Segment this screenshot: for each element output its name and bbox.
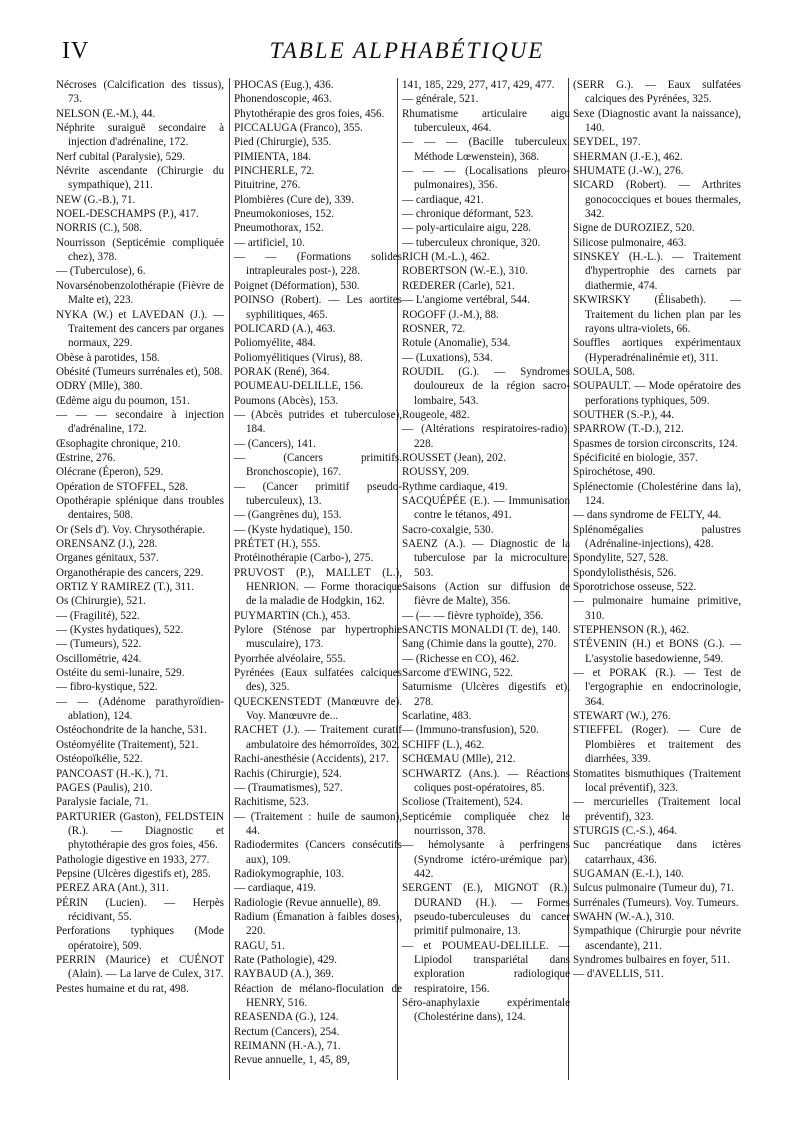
index-entry: — (Luxations), 534. bbox=[402, 351, 493, 364]
index-entry: — — — (Localisations pleuro-pulmonaires), 356. bbox=[402, 165, 570, 192]
index-entry: STURGIS (C.-S.), 464. bbox=[573, 824, 678, 837]
index-entry: Oscillométrie, 424. bbox=[56, 652, 142, 665]
index-entry: Ostéochondrite de la hanche, 531. bbox=[56, 724, 207, 737]
index-entry: SCHŒMAU (Mlle), 212. bbox=[402, 753, 516, 766]
index-entry: — tuberculeux chronique, 320. bbox=[402, 236, 541, 249]
index-entry: SKWIRSKY (Élisabeth). — Traitement du lichen plan par les rayons ultra-violets, 66. bbox=[573, 294, 741, 335]
index-entry: — — — (Bacille tuberculeux. Méthode Lœwenstein), 368. bbox=[402, 136, 570, 163]
index-entry: Scarlatine, 483. bbox=[402, 710, 472, 723]
index-entry: SICARD (Robert). — Arthrites gonococciques et boues thermales, 342. bbox=[573, 179, 741, 221]
index-entry: — (Kystes hydatiques), 522. bbox=[56, 624, 184, 637]
index-entry: Opération de STOFFEL, 528. bbox=[56, 480, 188, 493]
index-entry: — mercurielles (Traitement local préventif), 323. bbox=[573, 796, 741, 823]
index-entry: PERRIN (Maurice) et CUÉNOT (Alain). — La larve de Culex, 317. bbox=[56, 953, 224, 981]
index-entry: Souffles aortiques expérimentaux (Hyperadrénalinémie et), 311. bbox=[573, 337, 741, 364]
index-entry: Spécificité en biologie, 357. bbox=[573, 451, 698, 464]
index-entry: — (Altérations respiratoires-radio), 228. bbox=[402, 423, 570, 450]
index-entry: Sexe (Diagnostic avant la naissance), 140. bbox=[573, 107, 741, 135]
index-entry: SCHWARTZ (Ans.). — Réactions coliques post-opératoires, 85. bbox=[402, 767, 570, 794]
index-column-3 bbox=[402, 78, 570, 1025]
index-entry: — générale, 521. bbox=[402, 93, 479, 106]
index-entry: PUYMARTIN (Ch.), 453. bbox=[234, 609, 351, 622]
index-entry: SANCTIS MONALDI (T. de), 140. bbox=[402, 624, 561, 637]
index-entry: Pestes humaine et du rat, 498. bbox=[56, 982, 189, 995]
index-entry: Signe de DUROZIEZ, 520. bbox=[573, 222, 695, 235]
index-entry: Septicémie compliquée chez le nourrisson, 378. bbox=[402, 810, 570, 837]
index-entry: NEW (G.-B.), 71. bbox=[56, 193, 136, 206]
index-entry: Radiokymographie, 103. bbox=[234, 867, 344, 880]
index-entry: Spondylite, 527, 528. bbox=[573, 552, 669, 565]
index-entry: SAENZ (A.). — Diagnostic de la tuberculose par la microculture, 503. bbox=[402, 538, 570, 579]
index-entry: RICH (M.-L.), 462. bbox=[402, 251, 490, 264]
index-entry: — (Abcès putrides et tuberculose), 184. bbox=[234, 408, 402, 436]
index-entry: (SERR G.). — Eaux sulfatées calciques des Pyrénées, 325. bbox=[573, 79, 741, 106]
index-entry: Réaction de mélano-floculation de HENRY, 516. bbox=[234, 982, 402, 1009]
index-column-1 bbox=[56, 78, 224, 996]
index-entry: PRÉTET (H.), 555. bbox=[234, 538, 321, 550]
index-entry: Sacro-coxalgie, 530. bbox=[402, 523, 494, 536]
index-entry: Rate (Pathologie), 429. bbox=[234, 953, 337, 966]
index-entry: ROUDIL (G.). — Syndromes douloureux de la région sacro-lombaire, 543. bbox=[402, 365, 570, 407]
index-entry: SEYDEL, 197. bbox=[573, 136, 641, 149]
index-entry: Saisons (Action sur diffusion de fièvre de Malte), 356. bbox=[402, 581, 570, 608]
index-entry: QUECKENSTEDT (Manœuvre de). Voy. Manœuvre de... bbox=[234, 695, 402, 723]
index-entry: — (Fragilité), 522. bbox=[56, 609, 140, 622]
index-entry: Organes génitaux, 537. bbox=[56, 552, 159, 565]
index-entry: — (Traumatismes), 527. bbox=[234, 781, 343, 794]
index-entry: Organothérapie des cancers, 229. bbox=[56, 566, 204, 579]
index-entry: PANCOAST (H.-K.), 71. bbox=[56, 767, 169, 780]
index-entry: Pylore (Sténose par hypertrophie musculaire), 173. bbox=[234, 624, 402, 651]
index-entry: Pneumothorax, 152. bbox=[234, 222, 324, 235]
index-entry: Pathologie digestive en 1933, 277. bbox=[56, 853, 210, 866]
index-entry: STÉVENIN (H.) et BONS (G.). — L'asystolie basedowienne, 549. bbox=[573, 638, 741, 665]
page-number: IV bbox=[62, 38, 90, 64]
index-entry: Rectum (Cancers), 254. bbox=[234, 1025, 340, 1038]
index-entry: Rythme cardiaque, 419. bbox=[402, 480, 508, 493]
index-entry: Paralysie faciale, 71. bbox=[56, 796, 149, 809]
index-entry: ROBERTSON (W.-E.), 310. bbox=[402, 265, 528, 278]
index-entry: Ostéomyélite (Traitement), 521. bbox=[56, 738, 199, 751]
index-entry: Olécrane (Éperon), 529. bbox=[56, 466, 164, 479]
index-entry: ROUSSET (Jean), 202. bbox=[402, 451, 506, 464]
index-entry: Surrénales (Tumeurs). Voy. Tumeurs. bbox=[573, 896, 739, 909]
index-entry: PICCALUGA (Franco), 355. bbox=[234, 122, 363, 135]
index-entry: Phytothérapie des gros foies, 456. bbox=[234, 107, 385, 120]
index-entry: Perforations typhiques (Mode opératoire), 509. bbox=[56, 925, 224, 952]
index-entry: Poliomyélite, 484. bbox=[234, 337, 316, 350]
index-entry: Pituitrine, 276. bbox=[234, 179, 301, 192]
index-entry: — (Gangrènes du), 153. bbox=[234, 509, 342, 522]
index-entry: Sang (Chimie dans la goutte), 270. bbox=[402, 638, 557, 651]
index-entry: Pneumokonioses, 152. bbox=[234, 208, 335, 221]
index-entry: Œsophagite chronique, 210. bbox=[56, 437, 181, 450]
index-entry: Spondylolisthésis, 526. bbox=[573, 566, 677, 579]
index-entry: PINCHERLE, 72. bbox=[234, 165, 315, 178]
index-entry: — — — secondaire à injection d'adrénaline, 172. bbox=[56, 408, 224, 436]
index-entry: Stomatites bismuthiques (Traitement local préventif), 323. bbox=[573, 767, 741, 794]
page-header bbox=[62, 38, 752, 78]
index-entry: — (— — fièvre typhoïde), 356. bbox=[402, 609, 544, 622]
index-entry: Rotule (Anomalie), 534. bbox=[402, 337, 511, 350]
index-entry: Silicose pulmonaire, 463. bbox=[573, 236, 687, 249]
index-entry: Rachitisme, 523. bbox=[234, 796, 309, 809]
index-entry: Os (Chirurgie), 521. bbox=[56, 595, 146, 608]
index-entry: Rachi-anesthésie (Accidents), 217. bbox=[234, 753, 389, 766]
index-entry: SINSKEY (H.-L.). — Traitement d'hypertrophie des carnets par diathermie, 474. bbox=[573, 251, 741, 292]
index-entry: Pyrénées (Eaux sulfatées calciques des), 325. bbox=[234, 667, 402, 694]
index-entry: Suc pancréatique dans ictères catarrhaux, 436. bbox=[573, 839, 741, 866]
index-entry: Pied (Chirurgie), 535. bbox=[234, 136, 332, 149]
index-entry: PEREZ ARA (Ant.), 311. bbox=[56, 882, 169, 895]
index-entry: Pepsine (Ulcères digestifs et), 285. bbox=[56, 867, 211, 880]
index-entry: Névrite ascendante (Chirurgie du sympathique), 211. bbox=[56, 165, 224, 192]
index-entry: RACHET (J.). — Traitement curatif ambulatoire des hémorroïdes, 302. bbox=[234, 724, 402, 751]
index-entry: SOUPAULT. — Mode opératoire des perforations typhiques, 509. bbox=[573, 380, 741, 407]
index-entry: REIMANN (H.-A.), 71. bbox=[234, 1040, 341, 1053]
index-entry: ROSNER, 72. bbox=[402, 322, 466, 335]
index-entry: NYKA (W.) et LAVEDAN (J.). — Traitement des cancers par organes normaux, 229. bbox=[56, 308, 224, 350]
index-entry: NELSON (E.-M.), 44. bbox=[56, 107, 156, 120]
index-entry: Néphrite suraiguë secondaire à injection d'adrénaline, 172. bbox=[56, 122, 224, 149]
index-entry: Nécroses (Calcification des tissus), 73. bbox=[56, 79, 224, 106]
index-entry: Obèse à parotides, 158. bbox=[56, 351, 160, 364]
index-entry: — d'AVELLIS, 511. bbox=[573, 968, 664, 981]
index-entry: Revue annuelle, 1, 45, 89, bbox=[234, 1054, 350, 1067]
index-entry: Obésité (Tumeurs surrénales et), 508. bbox=[56, 365, 223, 378]
index-entry: — cardiaque, 419. bbox=[234, 882, 316, 895]
index-entry: PARTURIER (Gaston), FELDSTEIN (R.). — Diagnostic et phytothérapie des gros foies, 456. bbox=[56, 810, 224, 852]
index-entry: ROGOFF (J.-M.), 88. bbox=[402, 308, 499, 321]
index-entry: Splénomégalies palustres (Adrénaline-injections), 428. bbox=[573, 523, 741, 550]
index-entry: Novarsénobenzolothérapie (Fièvre de Malte et), 223. bbox=[56, 279, 224, 307]
column-divider bbox=[229, 78, 230, 1080]
index-entry: — (Kyste hydatique), 150. bbox=[234, 523, 353, 536]
index-entry: SPARROW (T.-D.), 212. bbox=[573, 423, 684, 436]
index-entry: — (Tuberculose), 6. bbox=[56, 265, 146, 278]
index-entry: Phonendoscopie, 463. bbox=[234, 93, 332, 106]
index-entry: Scoliose (Traitement), 524. bbox=[402, 796, 523, 809]
index-entry: Syndromes bulbaires en foyer, 511. bbox=[573, 953, 730, 966]
index-entry: — cardiaque, 421. bbox=[402, 193, 484, 206]
index-entry: Sympathique (Chirurgie pour névrite ascendante), 211. bbox=[573, 925, 741, 952]
index-entry: SOUTHER (S.-P.), 44. bbox=[573, 408, 675, 421]
index-entry: NORRIS (C.), 508. bbox=[56, 222, 142, 235]
index-entry: RŒDERER (Carle), 521. bbox=[402, 279, 515, 292]
index-entry: Radium (Émanation à faibles doses), 220. bbox=[234, 910, 402, 938]
page-title: TABLE ALPHABÉTIQUE bbox=[269, 38, 545, 63]
index-entry: PAGES (Paulis), 210. bbox=[56, 781, 153, 794]
index-entry: REASENDA (G.), 124. bbox=[234, 1011, 339, 1024]
index-entry: Protéinothérapie (Carbo-), 275. bbox=[234, 552, 374, 565]
index-entry: — et POUMEAU-DELILLE. — Lipiodol transpariétal dans exploration radiologique respiratoire, 156. bbox=[402, 939, 570, 995]
index-entry: Œstrine, 276. bbox=[56, 451, 116, 464]
index-entry: Pyorrhée alvéolaire, 555. bbox=[234, 652, 346, 665]
index-entry: PHOCAS (Eug.), 436. bbox=[234, 79, 334, 91]
index-entry: Spirochétose, 490. bbox=[573, 466, 656, 479]
index-entry: — pulmonaire humaine primitive, 310. bbox=[573, 595, 741, 622]
index-entry: — et PORAK (R.). — Test de l'ergographie en endocrinologie, 364. bbox=[573, 667, 741, 708]
index-entry: STEWART (W.), 276. bbox=[573, 710, 671, 723]
index-entry: — (Richesse en CO), 462. bbox=[402, 652, 520, 665]
index-entry: Radiodermites (Cancers consécutifs aux), 109. bbox=[234, 839, 402, 866]
index-entry: Œdème aigu du poumon, 151. bbox=[56, 394, 190, 407]
index-entry: — poly-articulaire aigu, 228. bbox=[402, 222, 532, 235]
index-entry: ODRY (Mlle), 380. bbox=[56, 380, 143, 393]
index-entry: Ostéopoïkélie, 522. bbox=[56, 753, 143, 766]
index-entry: PIMIENTA, 184. bbox=[234, 150, 312, 163]
index-entry: SUGAMAN (E.-I.), 140. bbox=[573, 867, 684, 880]
index-entry: Sarcome d'EWING, 522. bbox=[402, 667, 514, 680]
index-entry: Or (Sels d'). Voy. Chrysothérapie. bbox=[56, 523, 206, 536]
index-entry: SWAHN (W.-A.), 310. bbox=[573, 910, 675, 923]
index-entry: ROUSSY, 209. bbox=[402, 466, 470, 479]
index-entry: SHUMATE (J.-W.), 276. bbox=[573, 165, 684, 178]
index-entry: Spasmes de torsion circonscrits, 124. bbox=[573, 437, 738, 450]
index-entry: — dans syndrome de FELTY, 44. bbox=[573, 509, 722, 522]
index-entry: Nerf cubital (Paralysie), 529. bbox=[56, 150, 186, 163]
index-entry: — fibro-kystique, 522. bbox=[56, 681, 158, 694]
index-entry: SHERMAN (J.-E.), 462. bbox=[573, 150, 683, 163]
index-entry: PORAK (René), 364. bbox=[234, 365, 330, 378]
index-entry: — (Traitement : huile de saumon), 44. bbox=[234, 810, 402, 837]
index-entry: — — (Formations solides intrapleurales post-), 228. bbox=[234, 251, 402, 278]
index-entry: Poumons (Abcès), 153. bbox=[234, 394, 339, 407]
index-entry: — L'angiome vertébral, 544. bbox=[402, 294, 530, 307]
index-entry: Ostéite du semi-lunaire, 529. bbox=[56, 667, 185, 680]
index-entry: Plombières (Cure de), 339. bbox=[234, 193, 354, 206]
index-entry: POLICARD (A.), 463. bbox=[234, 322, 336, 335]
index-entry: Saturnisme (Ulcères digestifs et), 278. bbox=[402, 681, 570, 708]
index-entry: Radiologie (Revue annuelle), 89. bbox=[234, 896, 381, 909]
index-entry: STEPHENSON (R.), 462. bbox=[573, 624, 690, 637]
index-entry: — (Immuno-transfusion), 520. bbox=[402, 724, 539, 737]
index-entry: Poignet (Déformation), 530. bbox=[234, 279, 360, 292]
index-entry: — — (Adénome parathyroïdien-ablation), 124. bbox=[56, 695, 224, 723]
index-entry: SERGENT (E.), MIGNOT (R.), DURAND (H.). — Formes pseudo-tuberculeuses du cancer primitif pulmonaire, 13. bbox=[402, 882, 570, 938]
index-entry: NOEL-DESCHAMPS (P.), 417. bbox=[56, 208, 199, 221]
index-entry: RAGU, 51. bbox=[234, 939, 285, 952]
index-entry: Rachis (Chirurgie), 524. bbox=[234, 767, 342, 780]
index-entry: — artificiel, 10. bbox=[234, 236, 305, 249]
index-entry: Rougeole, 482. bbox=[402, 408, 470, 421]
index-entry: RAYBAUD (A.), 369. bbox=[234, 968, 334, 981]
index-entry: ORTIZ Y RAMIREZ (T.), 311. bbox=[56, 581, 195, 594]
index-entry: Poliomyélitiques (Virus), 88. bbox=[234, 351, 363, 364]
index-entry: — hémolysante à perfringens (Syndrome ictéro-urémique par), 442. bbox=[402, 839, 570, 880]
index-entry: Rhumatisme articulaire aigu tuberculeux, 464. bbox=[402, 107, 570, 135]
index-entry: Nourrisson (Septicémie compliquée chez), 378. bbox=[56, 236, 224, 264]
index-entry: Séro-anaphylaxie expérimentale (Cholestérine dans), 124. bbox=[402, 997, 570, 1024]
index-entry: SOULA, 508. bbox=[573, 365, 635, 378]
index-entry: SCHIFF (L.), 462. bbox=[402, 738, 485, 751]
index-entry: — chronique déformant, 523. bbox=[402, 208, 534, 221]
index-entry: — (Cancers primitifs. Bronchoscopie), 167. bbox=[234, 451, 402, 479]
index-entry: ORENSANZ (J.), 228. bbox=[56, 538, 158, 550]
index-entry: STIEFFEL (Roger). — Cure de Plombières et traitement des diarrhées, 339. bbox=[573, 724, 741, 766]
index-entry: SACQUÉPÉE (E.). — Immunisation contre le tétanos, 491. bbox=[402, 494, 570, 522]
index-entry: 141, 185, 229, 277, 417, 429, 477. bbox=[402, 79, 555, 91]
index-entry: — (Cancers), 141. bbox=[234, 437, 316, 450]
index-entry: POINSO (Robert). — Les aortites syphilitiques, 465. bbox=[234, 294, 402, 321]
index-entry: Opothérapie splénique dans troubles dentaires, 508. bbox=[56, 494, 224, 522]
index-column-4 bbox=[573, 78, 741, 982]
index-entry: PRUVOST (P.), MALLET (L.), HENRION. — Forme thoracique de la maladie de Hodgkin, 162. bbox=[234, 566, 402, 608]
index-column-2 bbox=[234, 78, 402, 1068]
index-entry: Sulcus pulmonaire (Tumeur du), 71. bbox=[573, 882, 735, 895]
index-entry: PÉRIN (Lucien). — Herpès récidivant, 55. bbox=[56, 896, 224, 923]
index-entry: Splénectomie (Cholestérine dans la), 124. bbox=[573, 480, 741, 507]
index-entry: POUMEAU-DELILLE, 156. bbox=[234, 380, 364, 393]
index-entry: — (Tumeurs), 522. bbox=[56, 638, 142, 651]
index-entry: — (Cancer primitif pseudo-tuberculeux), 13. bbox=[234, 480, 402, 507]
index-entry: Sporotrichose osseuse, 522. bbox=[573, 581, 697, 594]
